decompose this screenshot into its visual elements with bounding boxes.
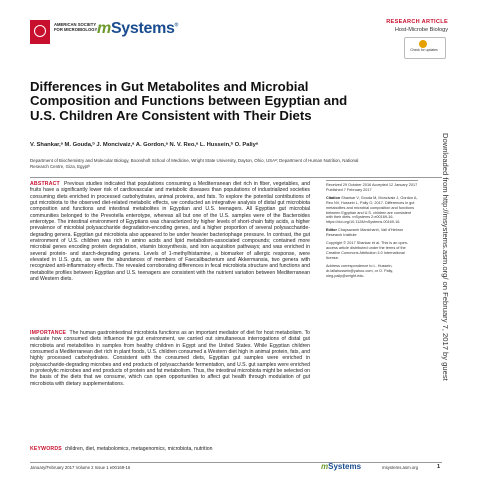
journal-logo xyxy=(97,20,178,38)
editor-name: Chaysavanh Manichanh, Vall d'Hebron Research Institute xyxy=(326,228,404,238)
importance-label: IMPORTANCE xyxy=(30,330,67,336)
abstract xyxy=(30,181,310,282)
editor-block xyxy=(326,228,418,238)
update-icon xyxy=(419,40,427,48)
received-dates: Received 29 October 2016 Accepted 12 January 2017 Published 7 February 2017 xyxy=(326,183,418,192)
citation-text[interactable]: Shankar V, Gouda M, Moncivaiz J, Gordon A, Reo NV, Hussein L, Paliy O. 2017. Differences in gut metabolites and microbial composition and functions between Egyptian and U.S. children are consistent with their diets. mSystems 2:e00169-16. https://doi.org/10.1128/mSystems.00169-16. xyxy=(326,195,418,225)
importance-text: The human gastrointestinal microbiota functions as an important mediator of diet for host metabolism. To evaluate how consumed diets influence the gut environment, we carried out simultaneous interrogations of distal gut microbiota and metabolites in samples from healthy children in Egypt and the United States. While Egyptian children consumed a Mediterranean diet rich in plant foods, U.S. children consumed a Western diet high in animal protein, fats, and highly processed carbohydrates. Consistent with the consumed diets, Egyptian gut samples were enriched in polysaccharide-degrading microbes and end products of polysaccharide fermentation, and U.S. gut samples were enriched in proteolytic microbes and end products of protein and fat metabolism. Thus, the intestinal microbiota might be selected on the basis of the diets that we consume, which can open opportunities to affect gut health through modulation of gut microbiota with dietary supplementations. xyxy=(30,330,310,387)
keywords-label: KEYWORDS xyxy=(30,446,62,452)
page-number: 1 xyxy=(437,464,441,470)
footer-logo-m: m xyxy=(321,462,329,471)
editor-label: Editor xyxy=(326,228,337,233)
copyright-text[interactable]: Copyright © 2017 Shankar et al. This is an open-access article distributed under the terms of the Creative Commons Attribution 4.0 International license. xyxy=(326,241,409,260)
footer-rule xyxy=(30,462,442,463)
keywords-text: children, diet, metabolomics, metagenomics, microbiota, nutrition xyxy=(64,446,213,452)
citation-block xyxy=(326,196,418,225)
issue-info: January/February 2017 Volume 2 Issue 1 e00169-16 xyxy=(30,465,131,470)
asm-logo-text: AMERICAN SOCIETY FOR MICROBIOLOGY xyxy=(54,22,98,33)
asm-logo-icon xyxy=(30,20,50,44)
download-note: Downloaded from http://msystems.asm.org/ on February 7, 2017 by guest xyxy=(441,133,450,381)
article-type: RESEARCH ARTICLE xyxy=(386,19,448,25)
affiliations: Department of Biochemistry and Molecular Biology, Boonshoft School of Medicine, Wright State University, Dayton, Ohio, USAᵃ; Department of Human Nutrition, National Research Centre, Giza, Egyptᵇ xyxy=(30,158,359,169)
journal-logo-m: m xyxy=(97,20,111,37)
article-title: Differences in Gut Metabolites and Microbial Composition and Functions between Egyptian and U.S. Children Are Consistent with Their Diets xyxy=(30,79,348,123)
journal-url[interactable]: msystems.asm.org xyxy=(382,465,419,470)
author-list: V. Shankar,ᵃ M. Gouda,ᵇ J. Moncivaiz,ᵃ A. Gordon,ᵃ N. V. Reo,ᵃ L. Hussein,ᵇ O. Paliyᵃ xyxy=(30,142,259,148)
journal-logo-rest: Systems xyxy=(110,20,175,37)
citation-label: Citation xyxy=(326,195,341,200)
check-updates-label: Check for updates xyxy=(410,48,438,52)
footer-logo-rest: Systems xyxy=(328,462,362,471)
abstract-text: Previous studies indicated that populations consuming a Mediterranean diet rich in fiber, vegetables, and fruits have a significantly lower risk of cardiovascular and metabolic diseases than populations of industrialized societies consuming diets enriched in processed carbohydrates, animal proteins, and fats. To explore the potential contributions of gut microbiota to the observed diet-related metabolic effects, we conducted an integrative analysis of distal gut microbiota composition and functions and intestinal metabolites in Egyptian and U.S. teenagers. All Egyptian gut microbial communities belonged to the Prevotella enterotype, whereas all but one of the U.S. samples were of the Bacteroides enterotype. The intestinal environment of Egyptians was characterized by higher levels of short-chain fatty acids, a higher prevalence of microbial polysaccharide degradation-encoding genes, and a higher proportion of several polysaccharide-degrading genera. Egyptian gut microbiota also appeared to be under heavier bacteriophage pressure. In contrast, the gut environment of U.S. children was rich in amino acids and lipid metabolism-associated compounds; contained more microbial genes encoding protein degradation, vitamin biosynthesis, and iron acquisition pathways; and was enriched in several protein- and starch-degrading genera. Levels of 1-methylhistamine, a biomarker of allergic response, were elevated in U.S. guts, as were the abundances of members of Faecalibacterium and Akkermansia, two genera with recognized anti-inflammatory effects. The revealed corroborating differences in fecal microbiota structure and functions and metabolite profiles between Egyptian and U.S. teenagers are consistent with the nutrient variation between Mediterranean and Western diets. xyxy=(30,181,310,282)
header-divider xyxy=(30,177,442,178)
section-name: Host-Microbe Biology xyxy=(394,27,448,33)
importance xyxy=(30,330,310,387)
correspondence-text[interactable]: Address correspondence to L. Hussein, dr.lailahussein@yahoo.com, or O. Paliy, oleg.paliy@wright.edu. xyxy=(326,263,394,278)
article-sidebar xyxy=(326,183,418,281)
keywords xyxy=(30,446,330,453)
journal-logo-sup: ® xyxy=(174,22,179,29)
download-note-wrapper xyxy=(440,133,452,381)
footer-journal-logo xyxy=(321,462,361,471)
abstract-label: ABSTRACT xyxy=(30,181,60,187)
